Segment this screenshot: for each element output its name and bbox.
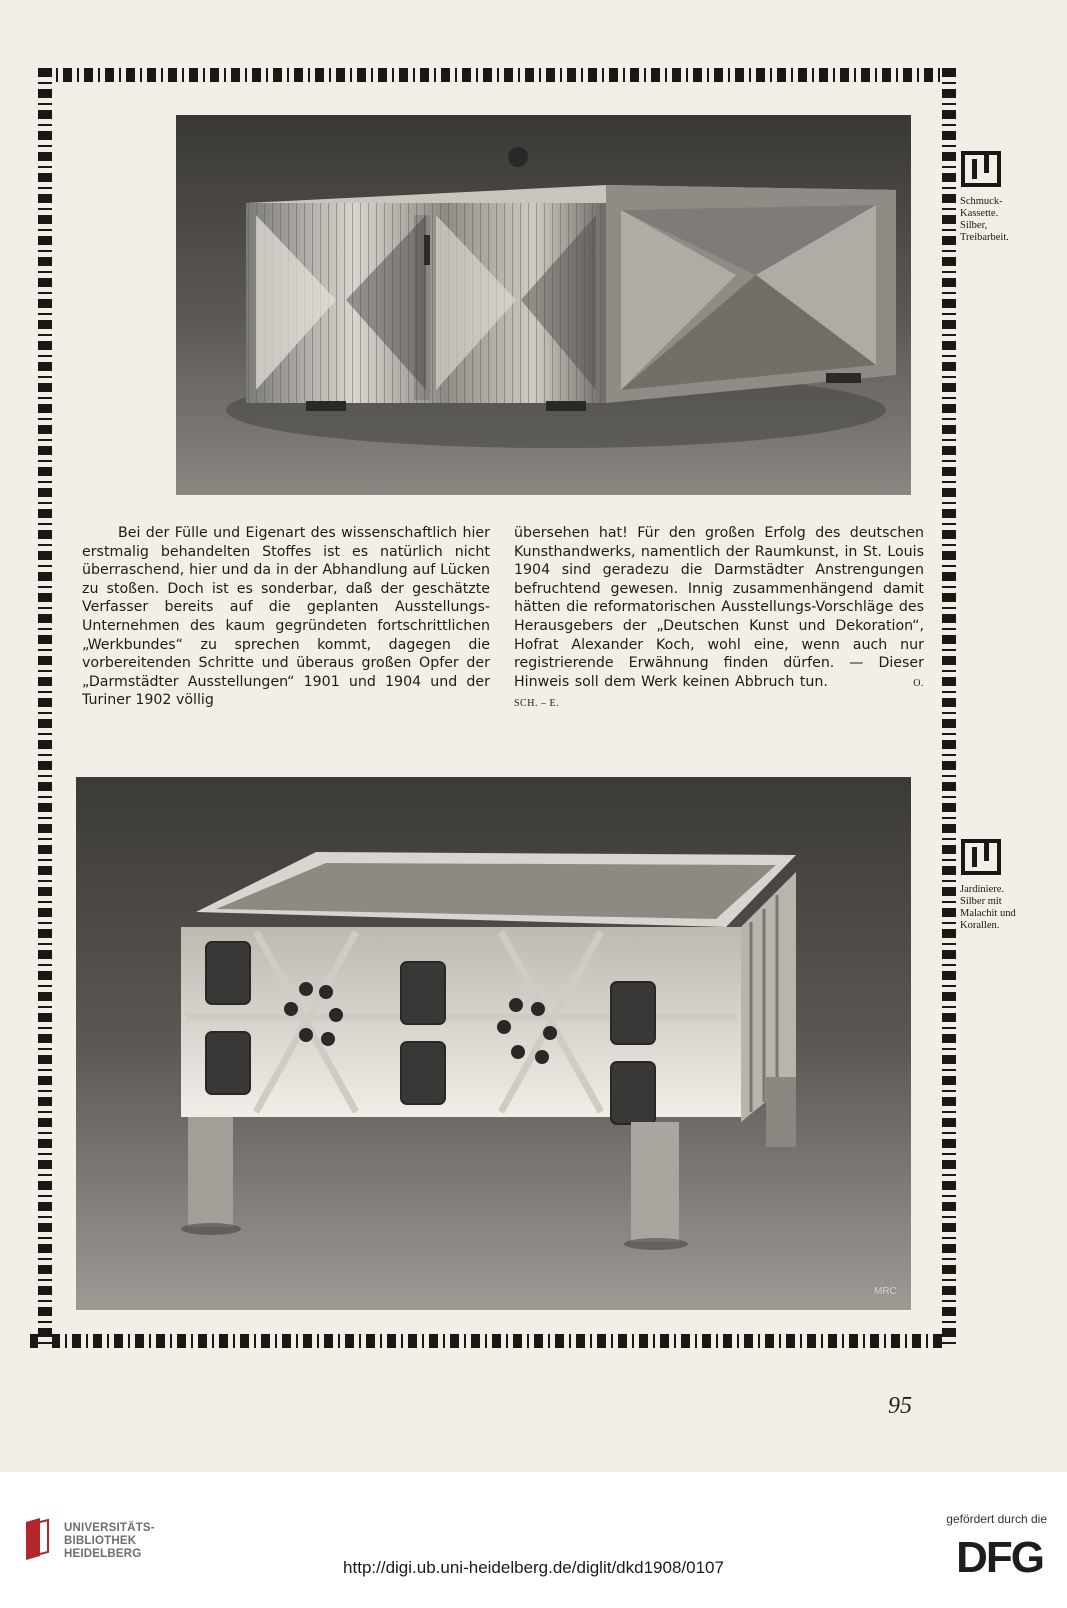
decorative-border-left	[38, 68, 52, 1348]
permalink-url[interactable]: http://digi.ub.uni-heidelberg.de/diglit/dkd1908/0107	[343, 1558, 724, 1577]
photo-jewelry-casket	[176, 115, 911, 495]
library-name-line: UNIVERSITÄTS-	[64, 1522, 155, 1534]
dfg-logo[interactable]: DFG	[956, 1533, 1043, 1582]
caption-line: Malachit und	[960, 908, 1016, 919]
library-logo-icon	[22, 1516, 52, 1560]
caption-line: Korallen.	[960, 920, 1000, 931]
library-name-line: BIBLIOTHEK	[64, 1535, 137, 1547]
photo-monogram: MRC	[874, 1286, 897, 1297]
article-right-text: übersehen hat! Für den großen Erfolg des deutschen Kunsthandwerks, namentlich der Raumkunst, in St. Louis 1904 sind geradezu die Darmstädter Anstrengungen befruchtend gewesen. Innig zusammenhängend damit hätten die reformatorischen Ausstellungs-Vorschläge des Herausgebers der „Deutschen Kunst und Dekoration“, Hofrat Alexander Koch, wohl eine, wenn auch nur registrierende Erwähnung finden dürfen. — Dieser Hinweis soll dem Werk keinen Abbruch tun.	[514, 525, 924, 690]
caption-line: Schmuck-	[960, 196, 1003, 207]
caption-line: Treibarbeit.	[960, 232, 1009, 243]
decorative-border-bottom	[30, 1334, 954, 1348]
decorative-border-top	[42, 68, 954, 82]
caption-line: Jardiniere.	[960, 884, 1005, 895]
photo-jardiniere	[76, 777, 911, 1310]
article-left-column	[82, 524, 490, 710]
funding-text: gefördert durch die	[946, 1512, 1047, 1526]
caption-line: Kassette.	[960, 208, 999, 219]
viewer-footer	[0, 1472, 1067, 1608]
article-right-column	[514, 524, 924, 714]
caption-line: Silber mit	[960, 896, 1002, 907]
workshop-monogram-icon	[960, 150, 1002, 188]
workshop-monogram-icon	[960, 838, 1002, 876]
library-name[interactable]	[64, 1522, 155, 1561]
decorative-border-right	[942, 68, 956, 1348]
caption-jardiniere	[960, 838, 1060, 932]
page-number: 95	[888, 1393, 912, 1419]
caption-line: Silber,	[960, 220, 988, 231]
library-name-line: HEIDELBERG	[64, 1548, 142, 1560]
author-signature: O. SCH. – E.	[514, 677, 924, 710]
article-left-text: Bei der Fülle und Eigenart des wissenschaftlich hier erstmalig behandelten Stoffes ist es natürlich nicht überraschend, hier und da in der Abhandlung auf Lücken zu stoßen. Doch ist es sonderbar, daß der geschätzte Verfasser bereits auf die geplanten Ausstellungs-Unternehmen des kaum gegründeten fortschrittlichen „Werkbundes“ zu sprechen kommt, dagegen die vorbereitenden Schritte und überaus großen Opfer der „Darmstädter Ausstellungen“ 1901 und 1904 und der Turiner 1902 völlig	[82, 525, 490, 709]
caption-jewelry-casket	[960, 150, 1060, 244]
